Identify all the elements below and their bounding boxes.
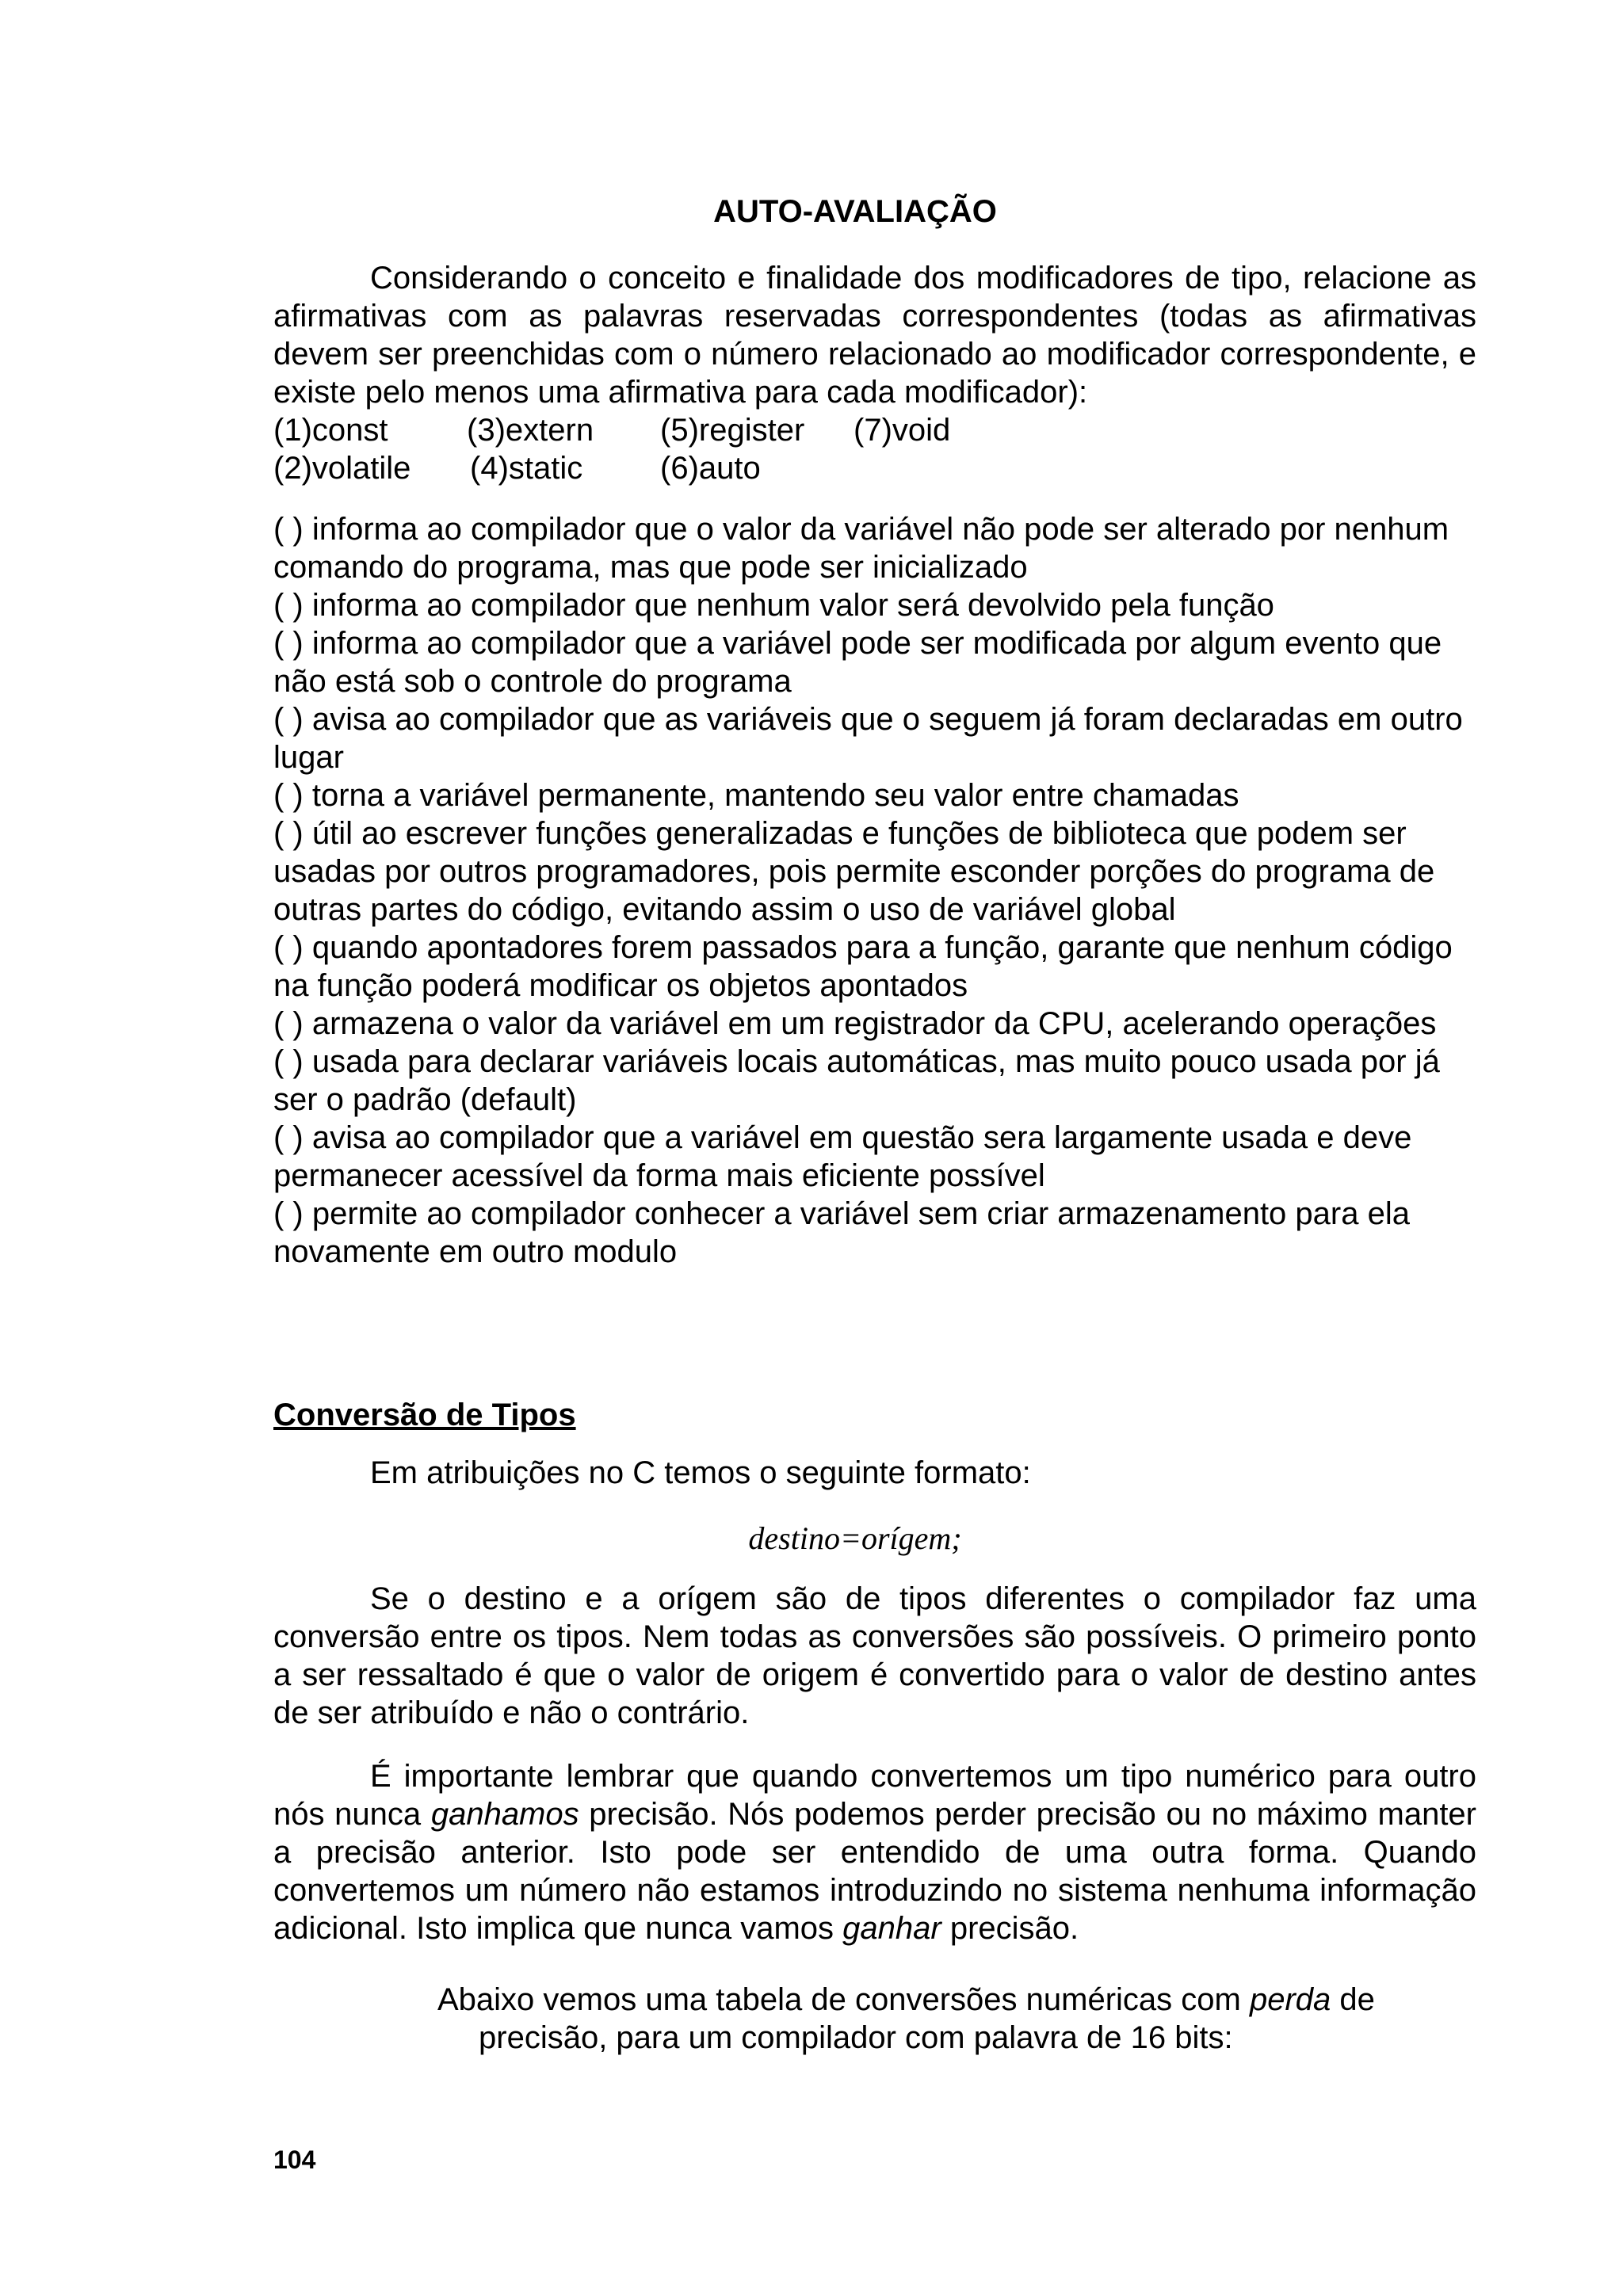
- intro-paragraph: Considerando o conceito e finalidade dos modificadores de tipo, relacione as afirmativas com as palavras reservadas correspondentes (todas as afirmativas devem ser preenchidas com o número relacionado ao modificador correspondente, e existe pelo menos uma afirmativa para cada modificador):: [273, 261, 1476, 410]
- paragraph-text: precisão.: [941, 1911, 1079, 1946]
- modifier-volatile: (2)volatile: [273, 451, 411, 486]
- statement-list: [273, 510, 1476, 1271]
- emphasis-text: perda: [1249, 1982, 1331, 2017]
- statement-item: ( ) quando apontadores forem passados para a função, garante que nenhum código na função poderá modificar os objetos apontados: [273, 930, 1453, 1003]
- paragraph-text: Abaixo vemos uma tabela de conversões numéricas com: [437, 1982, 1250, 2017]
- statement-item: ( ) torna a variável permanente, mantendo seu valor entre chamadas: [273, 778, 1239, 813]
- statement-item: ( ) informa ao compilador que o valor da variável não pode ser alterado por nenhum comando do programa, mas que pode ser inicializado: [273, 512, 1449, 585]
- assignment-intro: Em atribuições no C temos o seguinte formato:: [370, 1455, 1031, 1490]
- statement-item: ( ) permite ao compilador conhecer a variável sem criar armazenamento para ela novamente em outro modulo: [273, 1196, 1410, 1269]
- statement-item: ( ) armazena o valor da variável em um registrador da CPU, acelerando operações: [273, 1006, 1437, 1041]
- assignment-formula: destino=orígem;: [748, 1520, 962, 1556]
- paragraph-text: precisão, para um compilador com palavra de 16 bits:: [479, 2020, 1233, 2055]
- statement-item: ( ) avisa ao compilador que as variáveis que o seguem já foram declaradas em outro lugar: [273, 702, 1463, 775]
- modifier-const: (1)const: [273, 413, 388, 448]
- paragraph-text: É importante lembrar que quando convertemos um tipo numérico para outro nós nunca: [273, 1759, 1476, 1832]
- emphasis-text: ganhar: [842, 1911, 941, 1946]
- modifier-extern: (3)extern: [467, 413, 594, 448]
- statement-item: ( ) informa ao compilador que nenhum valor será devolvido pela função: [273, 588, 1274, 623]
- statement-item: ( ) útil ao escrever funções generalizadas e funções de biblioteca que podem ser usadas por outros programadores, pois permite esconder porções do programa de outras partes do código, evitando assim o uso de variável global: [273, 816, 1435, 927]
- statement-item: ( ) avisa ao compilador que a variável em questão sera largamente usada e deve permanecer acessível da forma mais eficiente possível: [273, 1120, 1412, 1193]
- paragraph-text: precisão. Nós podemos perder precisão ou no máximo manter a precisão anterior. Isto pode ser entendido de uma outra forma. Quando convertemos um número não estamos introduzindo no sistema nenhuma informação adicional. Isto implica que nunca vamos: [273, 1797, 1476, 1946]
- modifier-register: (5)register: [660, 413, 805, 448]
- statement-item: ( ) usada para declarar variáveis locais automáticas, mas muito pouco usada por já ser o padrão (default): [273, 1044, 1440, 1117]
- modifier-static: (4)static: [470, 451, 583, 486]
- section-title: Conversão de Tipos: [273, 1398, 576, 1432]
- conversion-paragraph-1: Se o destino e a orígem são de tipos diferentes o compilador faz uma conversão entre os tipos. Nem todas as conversões são possíveis. O primeiro ponto a ser ressaltado é que o valor de origem é convertido para o valor de destino antes de ser atribuído e não o contrário.: [273, 1581, 1476, 1730]
- paragraph-text: de: [1331, 1982, 1375, 2017]
- page-title: AUTO-AVALIAÇÃO: [713, 194, 997, 229]
- modifier-auto: (6)auto: [660, 451, 761, 486]
- emphasis-text: ganhamos: [430, 1797, 579, 1832]
- page-number: 104: [273, 2145, 316, 2174]
- statement-item: ( ) informa ao compilador que a variável pode ser modificada por algum evento que não está sob o controle do programa: [273, 626, 1442, 699]
- table-intro-paragraph: [437, 1981, 1436, 2057]
- conversion-paragraph-2: [273, 1757, 1476, 1947]
- modifier-void: (7)void: [854, 413, 951, 448]
